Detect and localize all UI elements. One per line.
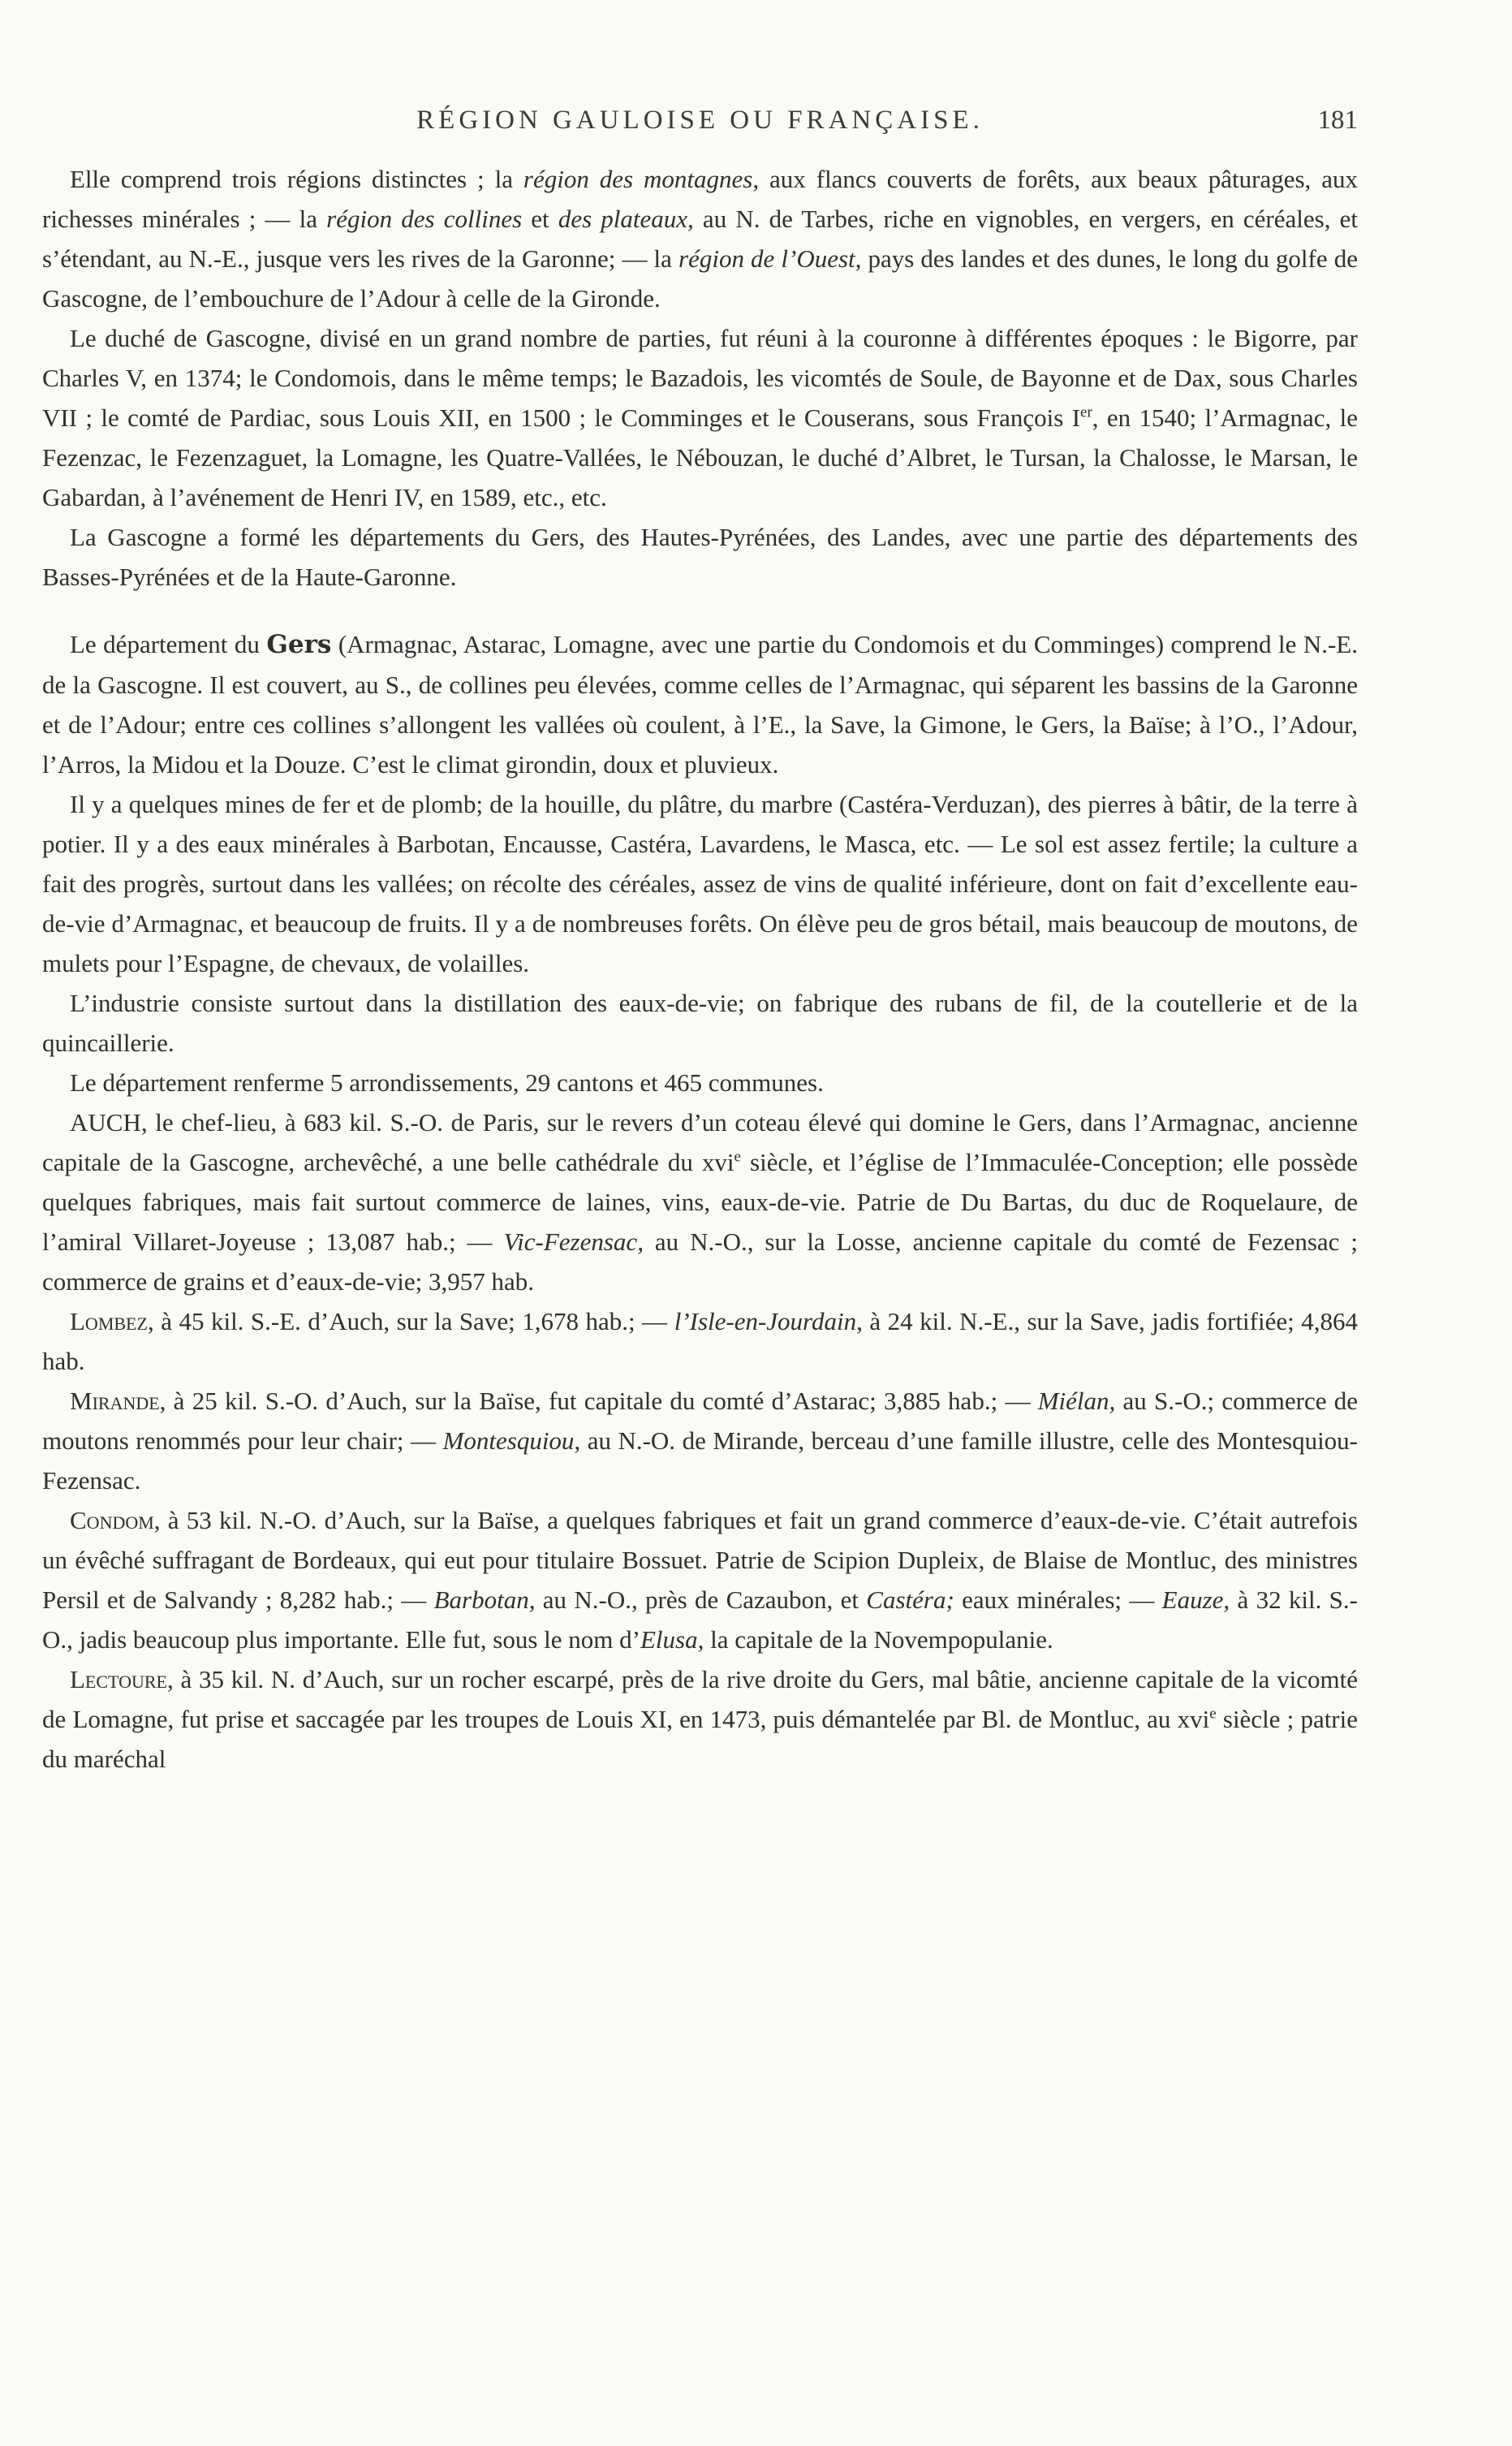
text-run: au S.-O.; commerce de moutons renommés pour leur chair; —	[42, 1387, 1358, 1455]
text-run: au N. de Tarbes, riche en vignobles, en vergers, en céréales, et s’étendant, au N.-E., jusque vers les rives de la Garonne; — la	[42, 205, 1358, 273]
italic-run: des plateaux,	[558, 205, 694, 233]
place-name: Lectoure	[70, 1665, 167, 1693]
paragraph	[42, 1301, 1358, 1381]
superscript: e	[734, 1148, 741, 1166]
text-run: Le département du	[70, 630, 267, 658]
text-run: siècle, et l’église de l’Immaculée-Conception; elle possède quelques fabriques, mais fait surtout commerce de laines, vins, eaux-de-vie. Patrie de Du Bartas, du duc de Roquelaure, de l’amiral Villaret-Joyeuse ; 13,087 hab.; —	[42, 1148, 1358, 1256]
text-run: AUCH, le chef-lieu, à 683 kil. S.-O. de Paris, sur le revers d’un coteau élevé qui domine le Gers, dans l’Armagnac, ancienne capitale de la Gascogne, archevêché, a une belle cathédrale du xvi	[42, 1108, 1358, 1176]
text-run: à 32 kil. S.-O., jadis beaucoup plus importante. Elle fut, sous le nom d’	[42, 1585, 1358, 1654]
text-run: , à 35 kil. N. d’Auch, sur un rocher escarpé, près de la rive droite du Gers, mal bâtie, ancienne capitale de la vicomté de Lomagne, fut prise et saccagée par les troupes de Louis XI, en 1473, puis démantelée par Bl. de Montluc, au xvi	[42, 1665, 1358, 1733]
page-header	[42, 96, 1358, 145]
italic-run: région des collines	[326, 205, 523, 233]
paragraph	[42, 159, 1358, 318]
place-name: Lombez	[70, 1307, 148, 1335]
paragraph	[42, 983, 1358, 1063]
paragraph	[42, 1381, 1358, 1500]
text-run: (Armagnac, Astarac, Lomagne, avec une partie du Condomois et du Comminges) comprend le N.-E. de la Gascogne. Il est couvert, au S., de collines peu élevées, comme celles de l’Armagnac, qui séparent les bassins de la Garonne et de l’Adour; entre ces collines s’allongent les vallées où coulent, à l’E., la Save, la Gimone, le Gers, la Baïse; à l’O., l’Adour, l’Arros, la Midou et la Douze. C’est le climat girondin, doux et pluvieux.	[42, 630, 1358, 779]
text-run: pays des landes et des dunes, le long du golfe de Gascogne, de l’embouchure de l’Adour à celle de la Gironde.	[42, 244, 1358, 313]
text-run: Gers	[266, 630, 332, 659]
running-title: RÉGION GAULOISE OU FRANÇAISE.	[416, 106, 984, 135]
text-run: Le département renferme 5 arrondissements, 29 cantons et 465 communes.	[70, 1068, 824, 1097]
text-run: la capitale de la Novempopulanie.	[704, 1625, 1053, 1654]
text-run: et	[522, 205, 558, 233]
paragraph	[42, 517, 1358, 597]
paragraph	[42, 1500, 1358, 1659]
text-run: Il y a quelques mines de fer et de plomb; de la houille, du plâtre, du marbre (Castéra-Verduzan), des pierres à bâtir, de la terre à potier. Il y a des eaux minérales à Barbotan, Encausse, Castéra, Lavardens, le Masca, etc. — Le sol est assez fertile; la culture a fait des progrès, surtout dans les vallées; on récolte des céréales, assez de vins de qualité inférieure, dont on fait d’excellente eau-de-vie d’Armagnac, et beaucoup de fruits. Il y a de nombreuses forêts. On élève peu de gros bétail, mais beaucoup de moutons, de mulets pour l’Espagne, de chevaux, de volailles.	[42, 790, 1358, 977]
text-run: aux flancs couverts de forêts, aux beaux pâturages, aux richesses minérales ; — la	[42, 165, 1358, 233]
paragraph	[42, 1659, 1358, 1779]
text-run: , à 45 kil. S.-E. d’Auch, sur la Save; 1,678 hab.; —	[147, 1307, 674, 1335]
paragraph	[42, 1063, 1358, 1102]
text-run: Le duché de Gascogne, divisé en un grand nombre de parties, fut réuni à la couronne à différentes époques : le Bigorre, par Charles V, en 1374; le Condomois, dans le même temps; le Bazadois, les vicomtés de Soule, de Bayonne et de Dax, sous Charles VII ; le comté de Pardiac, sous Louis XII, en 1500 ; le Comminges et le Couserans, sous François I	[42, 324, 1358, 432]
italic-run: Montesquiou,	[442, 1426, 581, 1455]
superscript: e	[1209, 1705, 1217, 1723]
text-run: , en 1540; l’Armagnac, le Fezenzac, le Fezenzaguet, la Lomagne, les Quatre-Vallées, le Nébouzan, le duché d’Albret, le Tursan, la Chalosse, le Marsan, le Gabardan, à l’avénement de Henri IV, en 1589, etc., etc.	[42, 403, 1358, 511]
italic-run: Elusa,	[640, 1625, 704, 1654]
italic-run: Castéra;	[866, 1585, 954, 1614]
paragraph	[42, 1102, 1358, 1301]
paragraph	[42, 784, 1358, 983]
italic-run: Vic-Fezensac,	[503, 1227, 644, 1256]
italic-run: région des montagnes,	[523, 165, 760, 193]
text-run: siècle ; patrie du maréchal	[42, 1705, 1359, 1773]
text-run: , à 25 kil. S.-O. d’Auch, sur la Baïse, fut capitale du comté d’Astarac; 3,885 hab.; —	[159, 1387, 1038, 1415]
italic-run: Barbotan,	[433, 1585, 536, 1614]
italic-run: Miélan,	[1037, 1387, 1116, 1415]
italic-run: l’Isle-en-Jourdain,	[674, 1307, 863, 1335]
place-name: Condom	[70, 1506, 154, 1534]
superscript: er	[1080, 403, 1092, 421]
italic-run: Eauze,	[1161, 1585, 1230, 1614]
text-run: Elle comprend trois régions distinctes ; la	[70, 165, 523, 193]
text-run: L’industrie consiste surtout dans la distillation des eaux-de-vie; on fabrique des rubans de fil, de la coutellerie et de la quincaillerie.	[42, 989, 1358, 1057]
text-run: à 24 kil. N.-E., sur la Save, jadis fortifiée; 4,864 hab.	[42, 1307, 1358, 1375]
place-name: Mirande	[70, 1387, 160, 1415]
text-run: au N.-O., près de Cazaubon, et	[535, 1585, 867, 1614]
text-run: au N.-O. de Mirande, berceau d’une famille illustre, celle des Montesquiou-Fezensac.	[42, 1426, 1358, 1495]
text-run: La Gascogne a formé les départements du Gers, des Hautes-Pyrénées, des Landes, avec une partie des départements des Basses-Pyrénées et de la Haute-Garonne.	[42, 523, 1358, 591]
italic-run: région de l’Ouest,	[678, 244, 862, 273]
paragraph	[42, 624, 1358, 784]
section-gap	[42, 597, 1358, 624]
paragraph	[42, 318, 1358, 517]
body-text	[42, 159, 1358, 1779]
text-run: eaux minérales; —	[954, 1585, 1162, 1614]
page-number: 181	[1317, 106, 1358, 135]
text-run: au N.-O., sur la Losse, ancienne capitale du comté de Fezensac ; commerce de grains et d’eaux-de-vie; 3,957 hab.	[42, 1227, 1358, 1296]
text-run: , à 53 kil. N.-O. d’Auch, sur la Baïse, a quelques fabriques et fait un grand commerce d’eaux-de-vie. C’était autrefois un évêché suffragant de Bordeaux, qui eut pour titulaire Bossuet. Patrie de Scipion Dupleix, de Blaise de Montluc, des ministres Persil et de Salvandy ; 8,282 hab.; —	[42, 1506, 1358, 1614]
